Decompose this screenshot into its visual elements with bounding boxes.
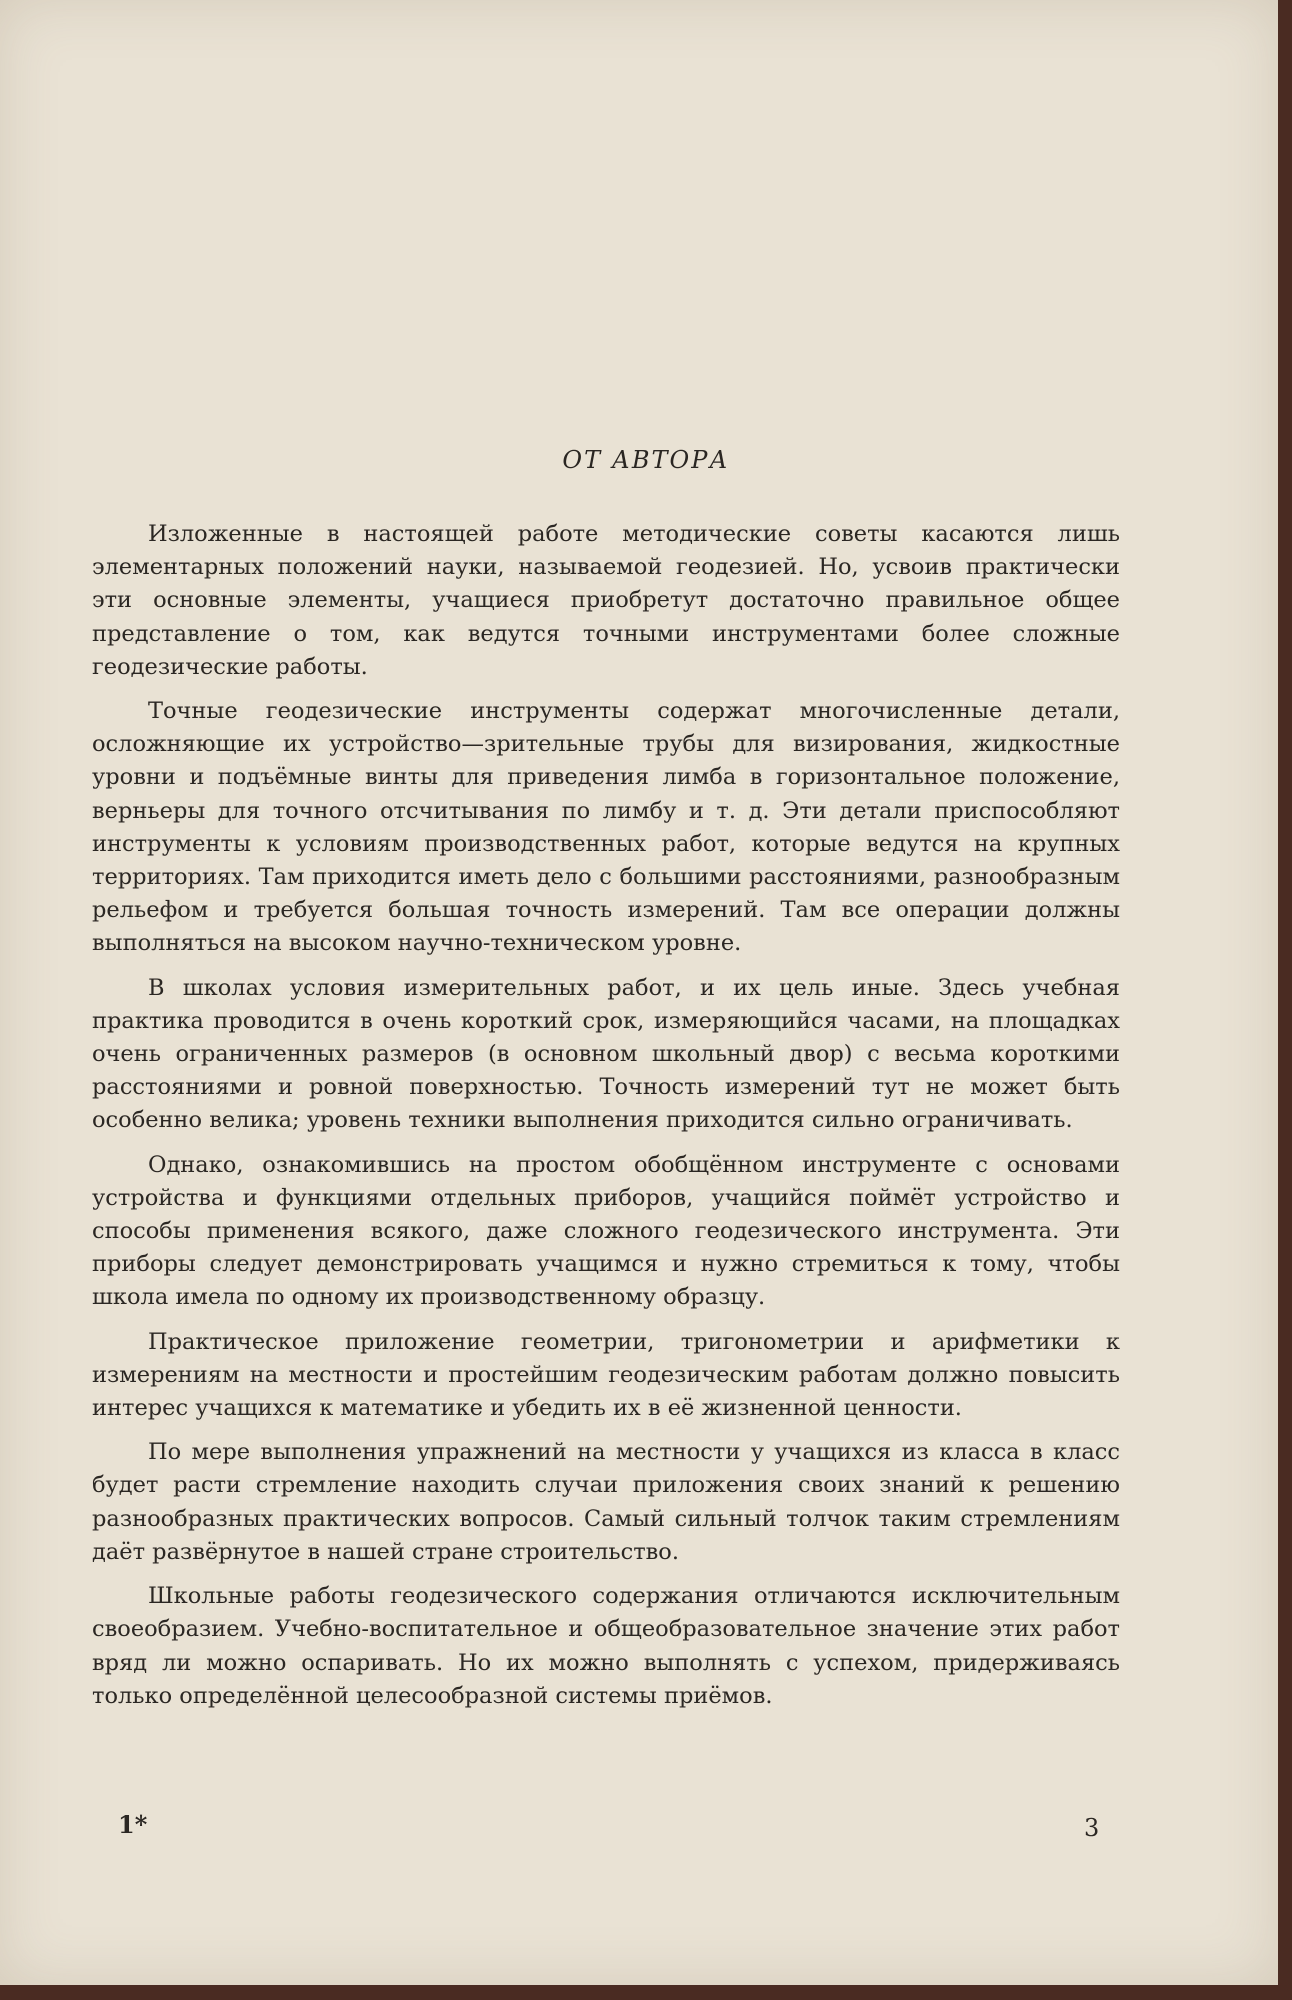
paragraph: Школьные работы геодезического содержания отличаются исключительным своеобразием. Учебно-воспитательное и общеобразовательное значение этих работ вряд ли можно оспаривать. Но их можно выполнять с успехом, придерживаясь только определённой целесообразной системы приёмов. <box>92 1583 1120 1709</box>
paragraph: Практическое приложение геометрии, тригонометрии и арифметики к измерениям на местности и простейшим геодезическим работам должно повысить интерес учащихся к математике и убедить их в её жизненной ценности. <box>92 1328 1120 1422</box>
page-number: 3 <box>1084 1814 1100 1842</box>
paragraph: Изложенные в настоящей работе методические советы касаются лишь элементарных положений науки, называемой геодезией. Но, усвоив практически эти основные элементы, учащиеся приобретут достаточно правильное общее представление о том, как ведутся точными инструментами более сложные геодезические работы. <box>92 521 1120 680</box>
signature-mark: 1* <box>118 1810 148 1839</box>
paragraph: По мере выполнения упражнений на местности у учащихся из класса в класс будет расти стремление находить случаи приложения своих знаний к решению разнообразных практических вопросов. Самый сильный толчок таким стремлениям даёт развёрнутое в нашей стране строительство. <box>92 1439 1120 1565</box>
body-text <box>92 518 1120 1724</box>
paragraph: Точные геодезические инструменты содержат многочисленные детали, осложняющие их устройство—зрительные трубы для визирования, жидкостные уровни и подъёмные винты для приведения лимба в горизонтальное положение, верньеры для точного отсчитывания по лимбу и т. д. Эти детали приспособляют инструменты к условиям производственных работ, которые ведутся на крупных территориях. Там приходится иметь дело с большими расстояниями, разнообразным рельефом и требуется большая точность измерений. Там все операции должны выполняться на высоком научно-техническом уровне. <box>92 698 1120 957</box>
page-title: ОТ АВТОРА <box>562 446 730 474</box>
paragraph: В школах условия измерительных работ, и их цель иные. Здесь учебная практика проводится в очень короткий срок, измеряющийся часами, на площадках очень ограниченных размеров (в основном школьный двор) с весьма короткими расстояниями и ровной поверхностью. Точность измерений тут не может быть особенно велика; уровень техники выполнения приходится сильно ограничивать. <box>92 974 1120 1134</box>
paragraph: Однако, ознакомившись на простом обобщённом инструменте с основами устройства и функциями отдельных приборов, учащийся поймёт устройство и способы применения всякого, даже сложного геодезического инструмента. Эти приборы следует демонстрировать учащимся и нужно стремиться к тому, чтобы школа имела по одному их производственному образцу. <box>92 1151 1120 1311</box>
